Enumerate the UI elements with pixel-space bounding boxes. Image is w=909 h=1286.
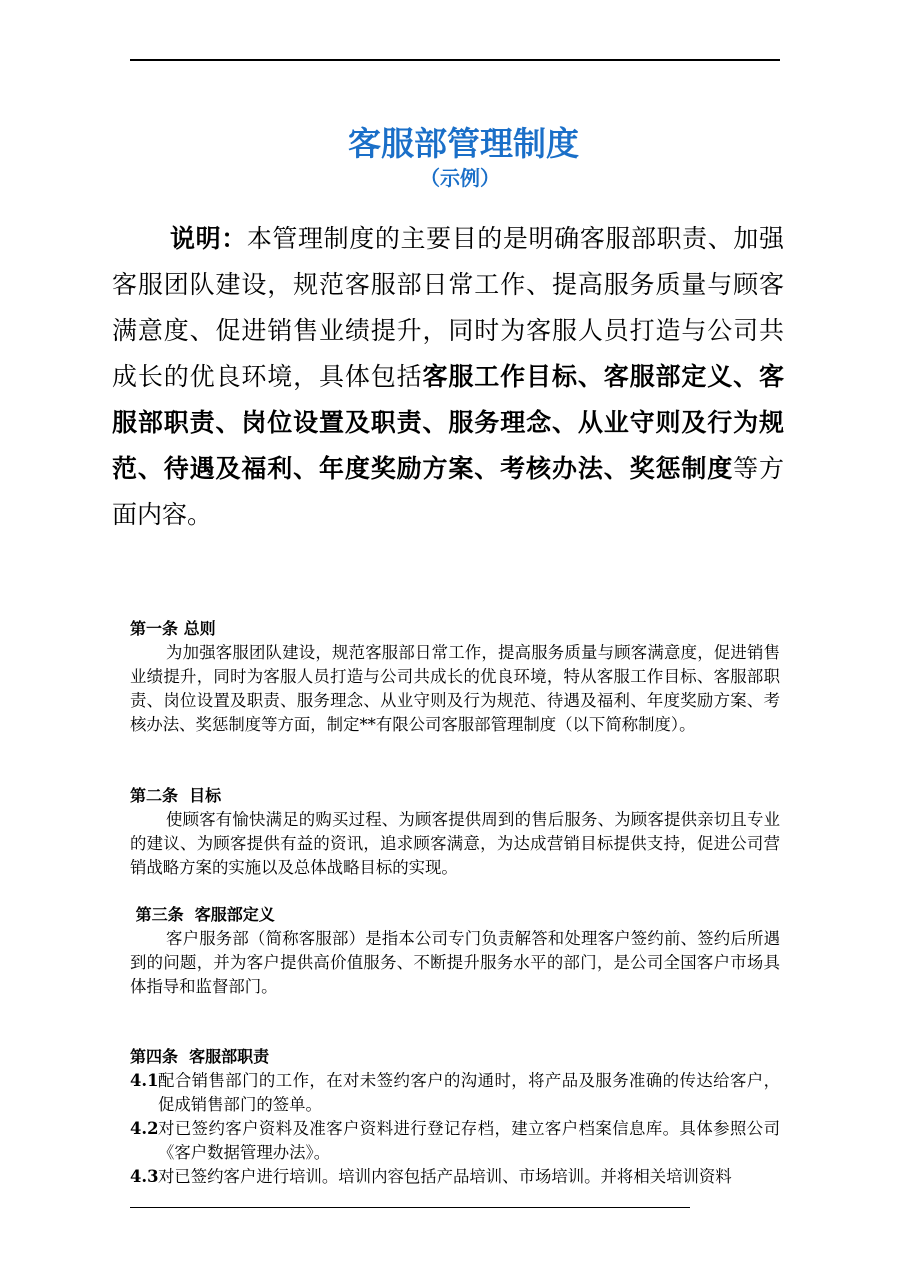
duty-item xyxy=(130,1165,780,1189)
section-body: 为加强客服团队建设，规范客服部日常工作，提高服务质量与顾客满意度，促进销售业绩提升，同时为客服人员打造与公司共成长的优良环境，特从客服工作目标、客服部职责、岗位设置及职责、服务理念、从业守则及行为规范、待遇及福利、年度奖励方案、考核办法、奖惩制度等方面，制定**有限公司客服部管理制度（以下简称制度）。 xyxy=(130,643,780,734)
section-title: 第一条 总则 xyxy=(130,619,216,638)
section-general xyxy=(130,617,780,737)
footer-rule xyxy=(130,1207,690,1208)
duty-number: 4.3 xyxy=(130,1167,159,1186)
header-rule xyxy=(130,59,780,61)
section-title: 第四条 客服部职责 xyxy=(130,1047,270,1066)
duty-text: 对已签约客户进行培训。培训内容包括产品培训、市场培训。并将相关培训资料 xyxy=(158,1167,732,1186)
intro-topics: 客服工作目标、客服部定义、客服部职责、岗位设置及职责、服务理念、从业守则及行为规范、待遇及福利、年度奖励方案、考核办法、奖惩制度 xyxy=(112,362,784,483)
duty-item xyxy=(130,1069,780,1117)
duty-item xyxy=(130,1117,780,1165)
document-subtitle: （示例） xyxy=(420,166,500,190)
duty-text: 对已签约客户资料及准客户资料进行登记存档，建立客户档案信息库。具体参照公司《客户数据管理办法》。 xyxy=(158,1119,780,1162)
document-title: 客服部管理制度 xyxy=(348,124,579,163)
intro-paragraph xyxy=(112,216,784,538)
section-goal xyxy=(130,784,780,880)
duty-number: 4.1 xyxy=(130,1071,159,1090)
duty-text: 配合销售部门的工作，在对未签约客户的沟通时，将产品及服务准确的传达给客户，促成销售部门的签单。 xyxy=(158,1071,780,1114)
section-title: 第三条 客服部定义 xyxy=(130,905,275,924)
duty-number: 4.2 xyxy=(130,1119,159,1138)
section-title: 第二条 目标 xyxy=(130,786,222,805)
section-duties xyxy=(130,1045,780,1189)
intro-label: 说明： xyxy=(170,224,247,253)
intro-text-end: 等方面内容。 xyxy=(112,454,784,529)
section-body: 客户服务部（简称客服部）是指本公司专门负责解答和处理客户签约前、签约后所遇到的问题，并为客户提供高价值服务、不断提升服务水平的部门，是公司全国客户市场具体指导和监督部门。 xyxy=(130,929,780,996)
section-definition xyxy=(130,903,780,999)
intro-text: 本管理制度的主要目的是明确客服部职责、加强客服团队建设，规范客服部日常工作、提高服务质量与顾客满意度、促进销售业绩提升，同时为客服人员打造与公司共成长的优良环境，具体包括 xyxy=(112,224,784,391)
section-body: 使顾客有愉快满足的购买过程、为顾客提供周到的售后服务、为顾客提供亲切且专业的建议、为顾客提供有益的资讯，追求顾客满意，为达成营销目标提供支持，促进公司营销战略方案的实施以及总体战略目标的实现。 xyxy=(130,810,780,877)
